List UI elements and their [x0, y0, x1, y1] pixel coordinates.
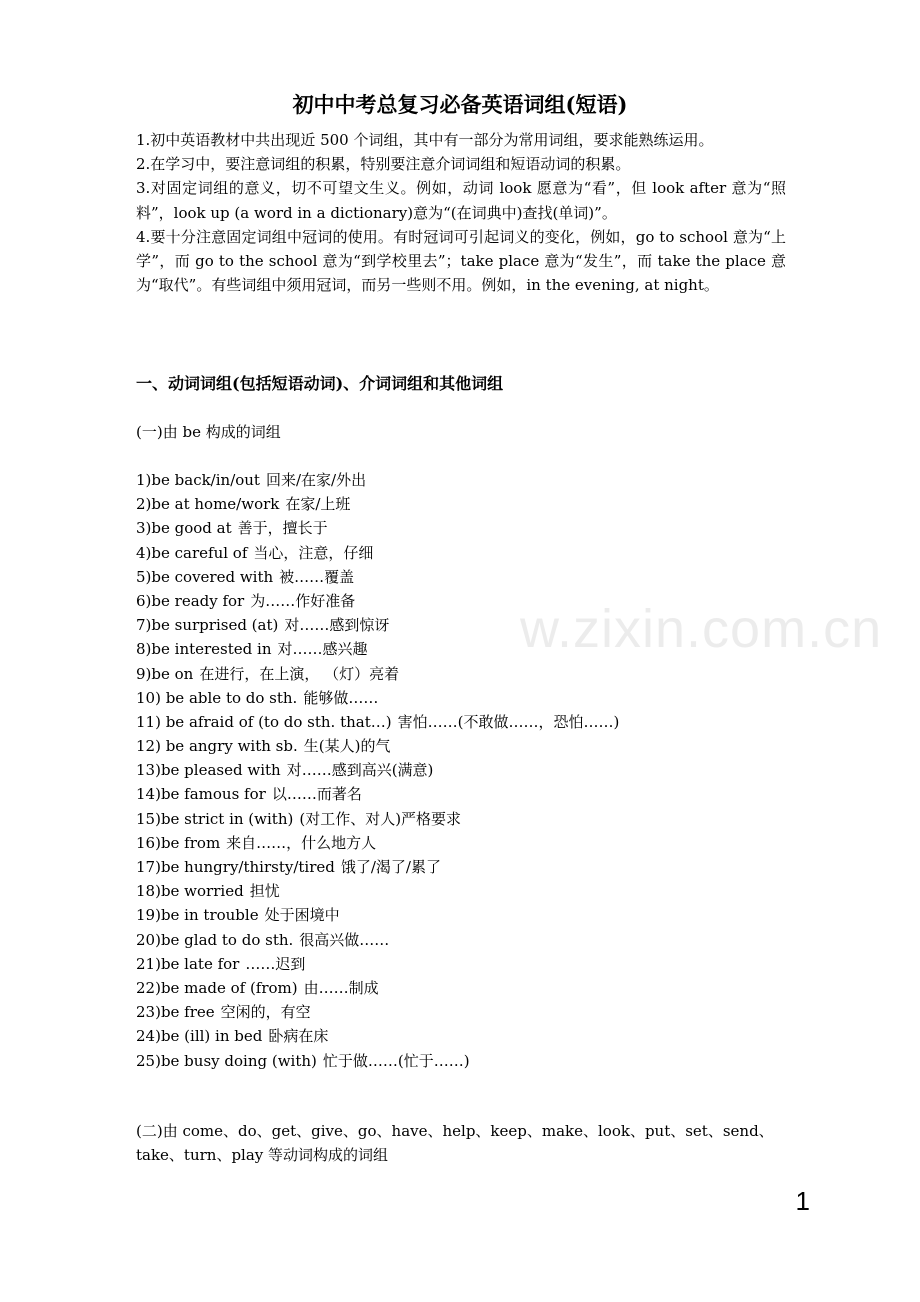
list-item — [136, 516, 786, 540]
phrase-zh: 对……感到惊讶 — [284, 616, 390, 635]
list-item — [136, 468, 786, 492]
phrase-en: 16)be from — [136, 833, 221, 852]
phrase-en: 9)be on — [136, 664, 194, 683]
phrase-zh: 空闲的，有空 — [220, 1003, 311, 1022]
section-heading: 一、动词词组(包括短语动词)、介词词组和其他词组 — [136, 374, 504, 393]
phrase-en: 14)be famous for — [136, 785, 266, 804]
intro-note-4: 4.要十分注意固定词组中冠词的使用。有时冠词可引起词义的变化，例如，go to school 意为“上学”，而 go to the school 意为“到学校里去”；take place 意为“发生”，而 take the place 意为“取代”。有些词组中须用冠词，而另一些则不用。例如，in the evening, at night。 — [136, 227, 786, 295]
list-item — [136, 758, 786, 782]
intro-note-3: 3.对固定词组的意义，切不可望文生义。例如，动词 look 愿意为“看”，但 look after 意为“照料”，look up (a word in a dictionary)意为“(在词典中)查找(单词)”。 — [136, 179, 786, 222]
phrase-zh: 被……覆盖 — [279, 567, 355, 586]
list-item — [136, 903, 786, 927]
list-item — [136, 807, 786, 831]
phrase-en: 7)be surprised (at) — [136, 616, 279, 635]
phrase-zh: 当心，注意，仔细 — [253, 543, 374, 562]
phrase-zh: 生(某人)的气 — [303, 737, 391, 756]
phrase-zh: 很高兴做…… — [299, 930, 390, 949]
intro-note-2: 2.在学习中，要注意词组的积累，特别要注意介词词组和短语动词的积累。 — [136, 155, 631, 174]
phrase-zh: 害怕……(不敢做……，恐怕……) — [397, 712, 620, 731]
phrase-zh: 担忧 — [249, 882, 280, 901]
phrase-zh: ……迟到 — [245, 954, 306, 973]
phrase-en: 11) be afraid of (to do sth. that…) — [136, 712, 392, 731]
list-item — [136, 492, 786, 516]
list-item — [136, 589, 786, 613]
phrase-en: 15)be strict in (with) — [136, 809, 294, 828]
phrase-zh: 对……感兴趣 — [277, 640, 368, 659]
phrase-zh: 能够做…… — [303, 688, 379, 707]
list-item — [136, 613, 786, 637]
phrase-zh: 为……作好准备 — [250, 591, 356, 610]
phrase-zh: 由……制成 — [303, 978, 379, 997]
list-item — [136, 928, 786, 952]
phrase-en: 20)be glad to do sth. — [136, 930, 294, 949]
list-item — [136, 734, 786, 758]
phrase-zh: (对工作、对人)严格要求 — [299, 809, 462, 828]
phrase-en: 10) be able to do sth. — [136, 688, 298, 707]
phrase-zh: 饿了/渴了/累了 — [340, 858, 441, 876]
phrase-zh: 以……而著名 — [271, 785, 362, 804]
list-item — [136, 686, 786, 710]
phrase-en: 5)be covered with — [136, 567, 274, 586]
phrase-zh: 在家/上班 — [285, 495, 351, 514]
intro-note-1: 1.初中英语教材中共出现近 500 个词组，其中有一部分为常用词组，要求能熟练运用。 — [136, 131, 714, 149]
phrase-en: 18)be worried — [136, 882, 244, 901]
watermark: w.zixin.com.cn — [520, 599, 883, 659]
phrase-en: 1)be back/in/out — [136, 471, 260, 489]
phrase-zh: 处于困境中 — [264, 906, 340, 925]
phrase-en: 8)be interested in — [136, 640, 272, 659]
phrase-list — [136, 468, 786, 1073]
list-item — [136, 1049, 786, 1073]
phrase-en: 22)be made of (from) — [136, 978, 298, 997]
phrase-en: 12) be angry with sb. — [136, 737, 298, 756]
subheading-2-text: (二)由 come、do、get、give、go、have、help、keep、make、look、put、set、send、take、turn、play 等动词构成的词组 — [136, 1122, 774, 1165]
list-item — [136, 1000, 786, 1024]
phrase-en: 4)be careful of — [136, 543, 248, 562]
phrase-en: 3)be good at — [136, 519, 232, 538]
list-item — [136, 541, 786, 565]
subheading-be-phrases: (一)由 be 构成的词组 — [136, 423, 281, 441]
list-item — [136, 879, 786, 903]
phrase-zh: 对……感到高兴(满意) — [286, 761, 434, 780]
list-item — [136, 710, 786, 734]
phrase-en: 2)be at home/work — [136, 495, 280, 514]
intro-notes — [136, 128, 786, 297]
phrase-en: 17)be hungry/thirsty/tired — [136, 858, 335, 876]
subheading-verb-phrases — [136, 1119, 786, 1168]
phrase-en: 25)be busy doing (with) — [136, 1051, 317, 1070]
phrase-en: 24)be (ill) in bed — [136, 1027, 263, 1046]
phrase-en: 13)be pleased with — [136, 761, 281, 780]
phrase-en: 21)be late for — [136, 954, 240, 973]
document-title: 初中中考总复习必备英语词组(短语) — [292, 92, 628, 117]
list-item — [136, 1024, 786, 1048]
list-item — [136, 831, 786, 855]
list-item — [136, 637, 786, 661]
phrase-en: 6)be ready for — [136, 591, 245, 610]
list-item — [136, 976, 786, 1000]
phrase-zh: 来自……，什么地方人 — [226, 833, 377, 852]
list-item — [136, 952, 786, 976]
phrase-en: 23)be free — [136, 1003, 215, 1022]
page-number: 1 — [795, 1186, 810, 1216]
list-item — [136, 565, 786, 589]
phrase-zh: 在进行，在上演， （灯）亮着 — [199, 664, 400, 683]
phrase-zh: 忙于做……(忙于……) — [322, 1051, 470, 1070]
list-item — [136, 782, 786, 806]
phrase-zh: 回来/在家/外出 — [265, 471, 367, 489]
phrase-en: 19)be in trouble — [136, 906, 259, 925]
list-item — [136, 855, 786, 879]
list-item — [136, 662, 786, 686]
phrase-zh: 善于，擅长于 — [237, 519, 328, 538]
phrase-zh: 卧病在床 — [268, 1027, 329, 1046]
